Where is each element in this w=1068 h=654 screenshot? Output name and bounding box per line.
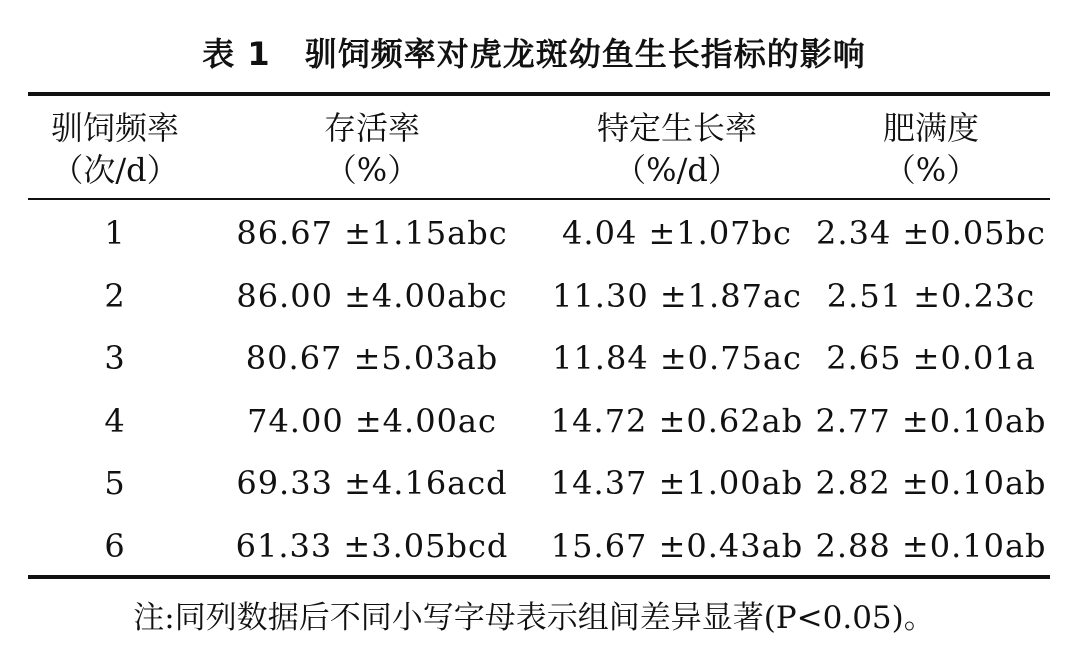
cell-growth: 15.67 ±0.43ab: [550, 526, 804, 565]
header-name: 特定生长率: [596, 109, 757, 147]
cell-condition: 2.77 ±0.10ab: [815, 401, 1047, 440]
table-row: [28, 265, 1050, 328]
cell-survival: 86.00 ±4.00abc: [236, 276, 508, 315]
table-row: [28, 515, 1050, 578]
top-rule: [28, 92, 1050, 96]
header-survival-rate: [202, 104, 542, 194]
bottom-rule: [28, 575, 1050, 579]
cell-growth: 4.04 ±1.07bc: [562, 214, 792, 253]
cell-growth: 11.30 ±1.87ac: [552, 276, 802, 315]
header-name: 存活率: [323, 109, 420, 147]
cell-condition: 2.88 ±0.10ab: [815, 526, 1047, 565]
table-body: [28, 202, 1050, 577]
cell-condition: 2.82 ±0.10ab: [815, 464, 1047, 503]
cell-growth: 11.84 ±0.75ac: [552, 339, 802, 378]
header-unit: （%）: [324, 151, 420, 189]
cell-condition: 2.51 ±0.23c: [826, 276, 1036, 315]
header-condition-factor: [812, 104, 1050, 194]
cell-survival: 69.33 ±4.16acd: [236, 464, 508, 503]
header-unit: （%）: [883, 151, 979, 189]
table-number: 表 1: [202, 35, 271, 73]
table-note: 注:同列数据后不同小写字母表示组间差异显著(P<0.05)。: [133, 600, 935, 636]
cell-survival: 80.67 ±5.03ab: [245, 339, 499, 378]
header-name: 驯饲频率: [50, 109, 179, 147]
table-caption: 驯饲频率对虎龙斑幼鱼生长指标的影响: [304, 35, 866, 73]
cell-survival: 86.67 ±1.15abc: [236, 214, 508, 253]
table-row: [28, 452, 1050, 515]
header-rule: [28, 198, 1050, 200]
cell-frequency: 6: [104, 526, 126, 565]
header-unit: （次/d）: [51, 151, 179, 189]
cell-condition: 2.65 ±0.01a: [826, 339, 1036, 378]
table-row: [28, 327, 1050, 390]
header-name: 肥满度: [882, 109, 979, 147]
cell-growth: 14.37 ±1.00ab: [550, 464, 804, 503]
table-row: [28, 390, 1050, 453]
table-title: [0, 30, 1068, 78]
cell-survival: 61.33 ±3.05bcd: [235, 526, 509, 565]
header-feeding-frequency: [28, 104, 202, 194]
cell-frequency: 3: [104, 339, 126, 378]
header-specific-growth-rate: [542, 104, 812, 194]
cell-frequency: 1: [104, 214, 126, 253]
header-unit: （%/d）: [614, 151, 740, 189]
cell-frequency: 2: [104, 276, 126, 315]
cell-growth: 14.72 ±0.62ab: [550, 401, 804, 440]
table-header: [28, 104, 1050, 194]
cell-survival: 74.00 ±4.00ac: [247, 401, 497, 440]
cell-condition: 2.34 ±0.05bc: [816, 214, 1046, 253]
table-row: [28, 202, 1050, 265]
cell-frequency: 5: [104, 464, 126, 503]
cell-frequency: 4: [104, 401, 126, 440]
